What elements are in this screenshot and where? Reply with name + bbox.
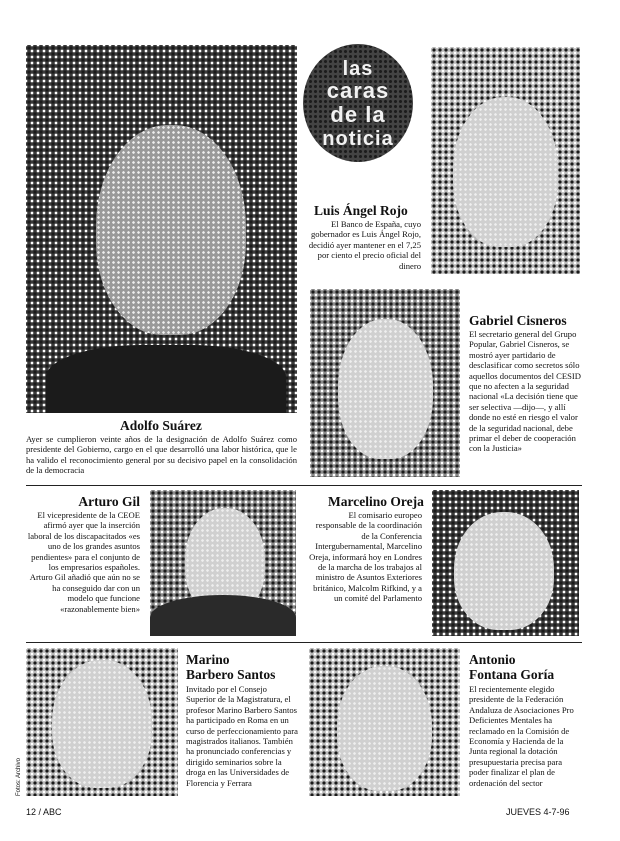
face-shape — [96, 125, 246, 335]
section-divider — [26, 642, 582, 643]
text-gabriel-cisneros: El secretario general del Grupo Popular, Gabriel Cisneros, se mostró ayer partidario de desclasificar como secretos sólo aquellos documentos del CESID que no afecten a la seguridad nacional «La decisión tiene que ser selectiva —dijo—, y allí donde no esté en riesgo el valor de la seguridad nacional, debe primar el deber de cooperación con la Justicia» — [469, 329, 581, 454]
face-shape — [453, 97, 558, 247]
name-line-2: Barbero Santos — [186, 667, 276, 682]
page-number: 12 / ABC — [26, 807, 62, 817]
photo-marino-barbero-santos — [26, 648, 178, 796]
suit-shape — [46, 345, 286, 413]
face-shape — [52, 660, 152, 788]
caption-adolfo-suarez: Ayer se cumplieron veinte años de la designación de Adolfo Suárez como presidente del Gobierno, cargo en el que desarrolló una labor histórica, que le ha valido el reconocimiento general por su decisivo papel en la consolidación de la democracia — [26, 434, 297, 476]
name-marcelino-oreja: Marcelino Oreja — [328, 494, 424, 509]
name-line-1: Antonio — [469, 652, 516, 667]
name-luis-angel-rojo: Luis Ángel Rojo — [314, 203, 408, 218]
name-antonio-fontana-goria — [469, 652, 554, 682]
issue-date: JUEVES 4-7-96 — [506, 807, 570, 817]
text-marcelino-oreja: El comisario europeo responsable de la coordinación de la Conferencia Intergubernamental, Marcelino Oreja, informará hoy en Londres de la marcha de los trabajos al ministro de Asuntos Exteriores británico, Malcolm Rifkind, y a un comité del Parlamento — [309, 510, 422, 604]
suit-shape — [150, 595, 296, 636]
photo-credit: Fotos: Archivo — [16, 757, 22, 796]
badge-line-1: las — [342, 58, 374, 80]
face-shape — [337, 666, 432, 791]
text-marino-barbero-santos: Invitado por el Consejo Superior de la Magistratura, el profesor Marino Barbero Santos ha participado en Roma en un curso de perfeccionamiento para magistrados italianos. También ha pronunciado conferencias y dirigido seminarios sobre la droga en las Universidades de Florencia y Ferrara — [186, 684, 298, 788]
name-arturo-gil: Arturo Gil — [78, 494, 140, 509]
photo-gabriel-cisneros — [310, 289, 460, 477]
badge-line-3: de la — [330, 102, 386, 127]
photo-luis-angel-rojo — [431, 47, 580, 274]
name-line-2: Fontana Goría — [469, 667, 555, 682]
photo-adolfo-suarez — [26, 45, 297, 413]
text-arturo-gil: El vicepresidente de la CEOE afirmó ayer que la inserción laboral de los discapacitados «es uno de los grandes asuntos pendientes» para el conjunto de los empresarios españoles. Arturo Gil añadió que aún no se ha conseguido dar con un modelo que funcione «razonablemente bien» — [27, 510, 140, 614]
name-gabriel-cisneros: Gabriel Cisneros — [469, 313, 567, 328]
photo-marcelino-oreja — [432, 490, 579, 636]
photo-arturo-gil — [150, 490, 296, 636]
photo-antonio-fontana-goria — [309, 648, 460, 796]
face-shape — [338, 319, 433, 459]
badge-line-2: caras — [326, 78, 390, 103]
text-antonio-fontana-goria: El recientemente elegido presidente de la Federación Andaluza de Asociaciones Pro Deficientes Mentales ha reclamado en la Comisión de Economía y Hacienda de la Junta regional la dotación presupuestaria precisa para poder finalizar el plan de ordenación del sector — [469, 684, 574, 788]
section-divider — [26, 485, 582, 486]
name-line-1: Marino — [186, 652, 230, 667]
name-adolfo-suarez: Adolfo Suárez — [120, 418, 202, 433]
face-shape — [454, 512, 554, 630]
text-luis-angel-rojo: El Banco de España, cuyo gobernador es Luis Ángel Rojo, decidió ayer mantener en el 7,25 por ciento el precio oficial del dinero — [308, 219, 421, 271]
las-caras-de-la-noticia-badge — [303, 44, 413, 162]
badge-line-4: noticia — [322, 128, 394, 150]
name-marino-barbero-santos — [186, 652, 275, 682]
